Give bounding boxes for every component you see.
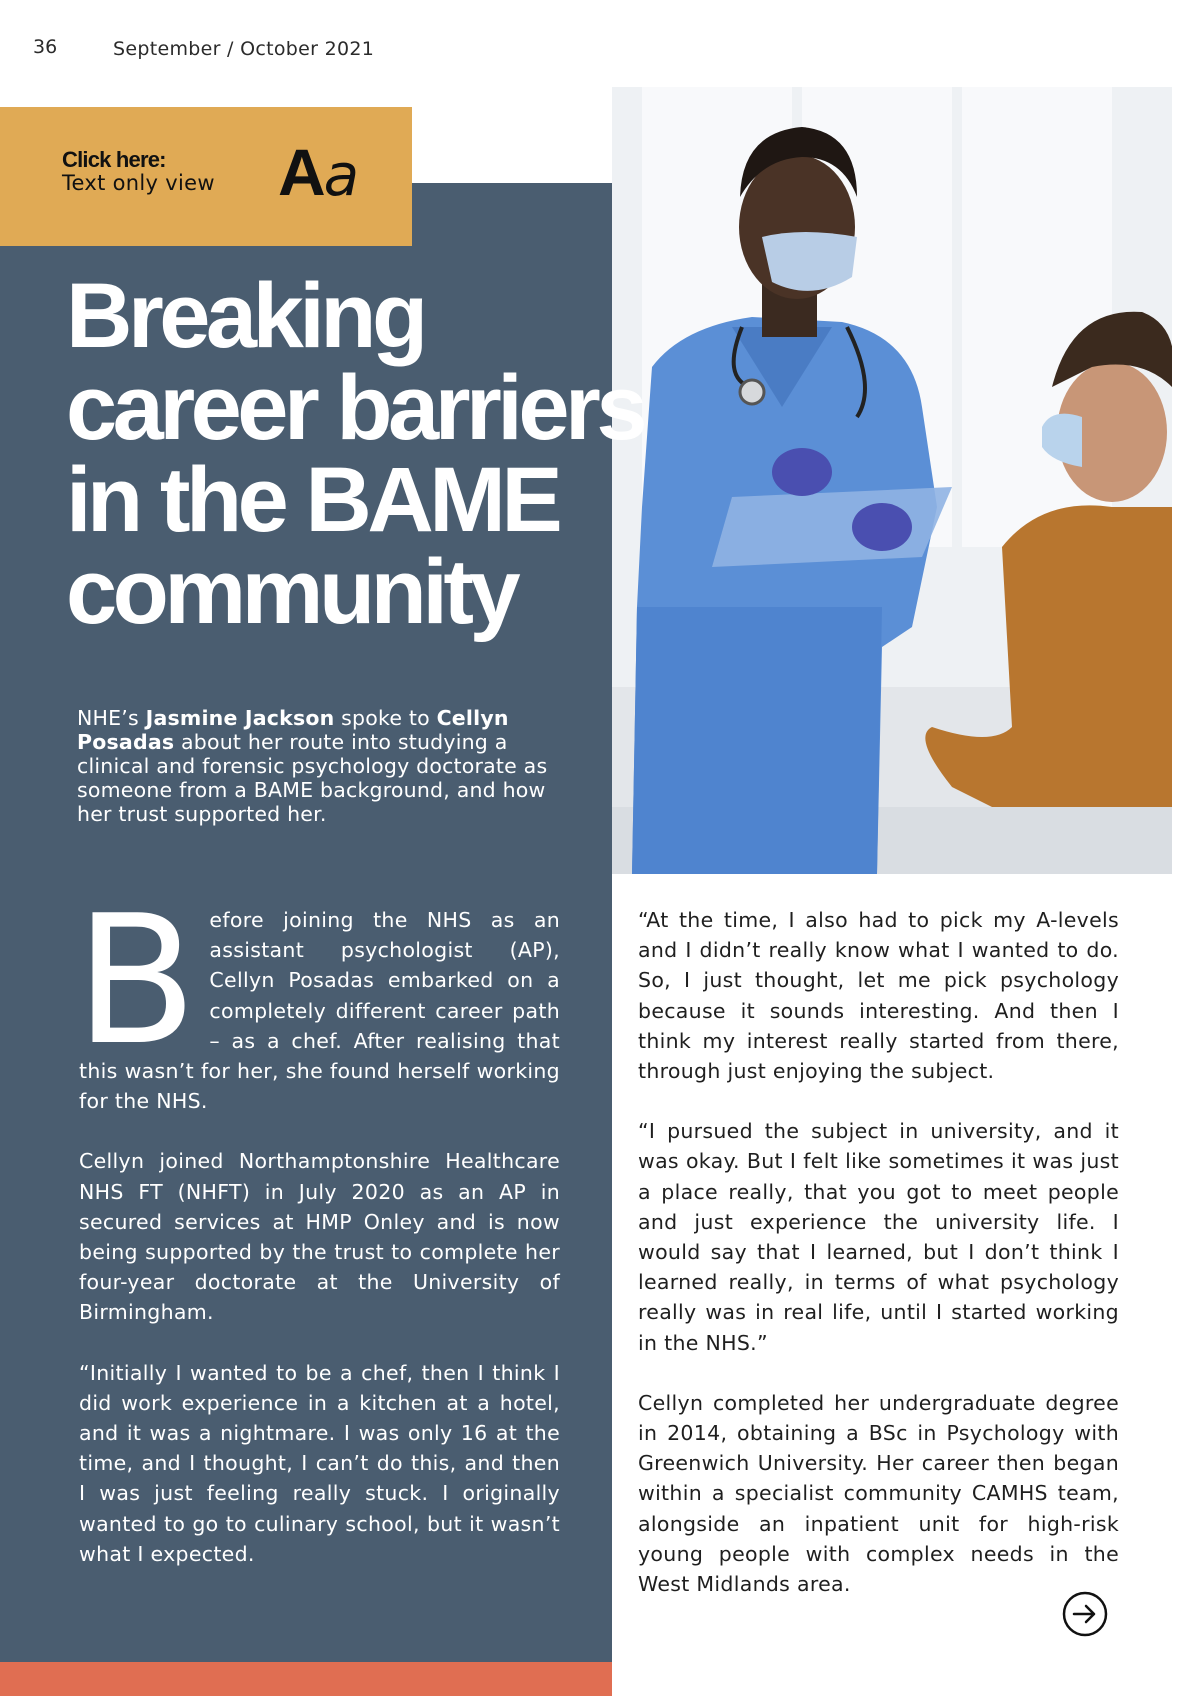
- next-page-button[interactable]: [1062, 1591, 1108, 1637]
- standfirst-text: about her route into studying a clinical and forensic psychology doctorate as someone from a BAME background, and how her trust supported her.: [77, 730, 548, 826]
- subject-first-name: Cellyn: [436, 706, 509, 730]
- text-view-label-primary: Click here:: [62, 147, 166, 172]
- headline-line: community: [66, 541, 517, 643]
- font-size-icon: [278, 137, 357, 210]
- article-standfirst: [77, 706, 557, 826]
- body-paragraph: Cellyn completed her undergraduate degree in 2014, obtaining a BSc in Psychology with Greenwich University. Her career then began within a specialist community CAMHS team, alongside an inpatient unit for high-risk young people with complex needs in the West Midlands area.: [638, 1390, 1119, 1597]
- body-paragraph: “I pursued the subject in university, and it was okay. But I felt like sometimes it was just a place really, that you got to meet people and just experience the university life. I would say that I learned, but I don’t think I learned really, in terms of what psychology really was in real life, until I started working in the NHS.”: [638, 1119, 1119, 1355]
- standfirst-text: spoke to: [334, 706, 437, 730]
- body-paragraph: “Initially I wanted to be a chef, then I think I did work experience in a kitchen at a hotel, and it was a nightmare. I was only 16 at the time, and I thought, I can’t do this, and then I was just feeling really stuck. I originally wanted to go to culinary school, but it wasn’t what I expected.: [79, 1360, 560, 1566]
- paragraph-text: efore joining the NHS as an assistant psychologist (AP), Cellyn Posadas embarked on a completely different career path – as a chef. After realising that this wasn’t for her, she found herself working for the NHS.: [79, 908, 560, 1114]
- headline-line: Breaking: [66, 265, 424, 367]
- headline-line: career barriers: [66, 357, 643, 459]
- footer-accent-strip: [0, 1662, 612, 1696]
- article-body-right-column: [638, 905, 1119, 1629]
- body-paragraph: [75, 877, 560, 1116]
- standfirst-text: NHE’s: [77, 706, 146, 730]
- text-view-label-secondary: Text only view: [62, 171, 215, 195]
- article-headline: [66, 265, 786, 643]
- text-only-view-button[interactable]: [0, 107, 412, 246]
- arrow-right-circle-icon: [1062, 1591, 1108, 1637]
- font-icon-lower: a: [323, 141, 358, 209]
- subject-last-name: Posadas: [77, 730, 175, 754]
- headline-line: in the BAME: [66, 449, 559, 551]
- font-icon-upper: A: [278, 135, 324, 209]
- issue-date: September / October 2021: [113, 38, 375, 60]
- article-body-left-column: [75, 877, 560, 1599]
- page-number: 36: [33, 36, 58, 58]
- body-paragraph: Cellyn joined Northamptonshire Healthcare NHS FT (NHFT) in July 2020 as an AP in secured services at HMP Onley and is now being supported by the trust to complete her four-year doctorate at the University of Birmingham.: [79, 1149, 560, 1325]
- drop-cap: B: [75, 877, 198, 1084]
- body-paragraph: “At the time, I also had to pick my A-levels and I didn’t really know what I wanted to do. So, I just thought, let me pick psychology because it sounds interesting. And then I think my interest really started from there, through just enjoying the subject.: [638, 908, 1119, 1084]
- author-name: Jasmine Jackson: [145, 706, 335, 730]
